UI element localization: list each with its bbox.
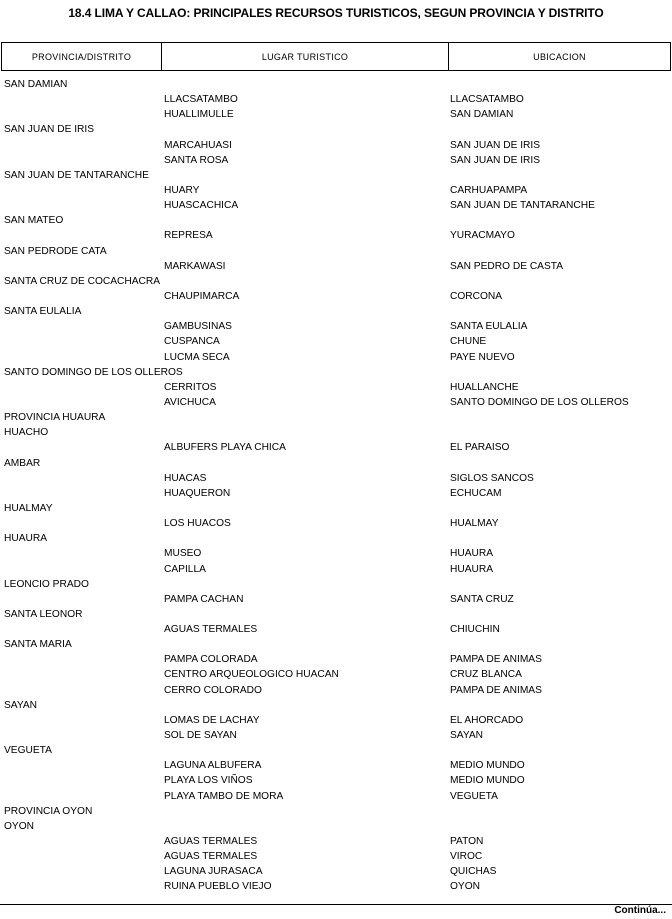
- table-row: [0, 773, 672, 788]
- cell-ubicacion: MEDIO MUNDO: [450, 760, 525, 772]
- cell-ubicacion: ECHUCAM: [450, 487, 502, 499]
- table-row: [0, 365, 672, 380]
- table-row: [0, 728, 672, 743]
- cell-provincia-distrito: HUALMAY: [4, 502, 53, 514]
- cell-ubicacion: SANTO DOMINGO DE LOS OLLEROS: [450, 396, 629, 408]
- cell-lugar-turistico: MUSEO: [164, 548, 202, 560]
- cell-lugar-turistico: AGUAS TERMALES: [164, 851, 258, 863]
- table-row: [0, 92, 672, 107]
- table-row: [0, 289, 672, 304]
- table-body: [0, 77, 672, 895]
- table-row: [0, 107, 672, 122]
- cell-provincia-distrito: VEGUETA: [4, 745, 52, 757]
- cell-lugar-turistico: LAGUNA ALBUFERA: [164, 760, 262, 772]
- table-row: [0, 486, 672, 501]
- cell-lugar-turistico: GAMBUSINAS: [164, 321, 232, 333]
- table-row: [0, 849, 672, 864]
- bottom-rule: [0, 904, 672, 905]
- table-row: [0, 819, 672, 834]
- cell-ubicacion: SAYAN: [450, 730, 484, 742]
- table-row: [0, 667, 672, 682]
- cell-ubicacion: HUALMAY: [450, 518, 499, 530]
- table-row: [0, 622, 672, 637]
- cell-provincia-distrito: HUACHO: [4, 427, 49, 439]
- table-row: [0, 425, 672, 440]
- cell-lugar-turistico: MARKAWASI: [164, 260, 226, 272]
- cell-ubicacion: HUALLANCHE: [450, 381, 519, 393]
- table-row: [0, 758, 672, 773]
- cell-provincia-distrito: SANTA EULALIA: [4, 306, 82, 318]
- cell-ubicacion: PATON: [450, 836, 484, 848]
- table-row: [0, 516, 672, 531]
- table-row: [0, 304, 672, 319]
- cell-lugar-turistico: CERRO COLORADO: [164, 684, 262, 696]
- cell-provincia-distrito: SAN JUAN DE IRIS: [4, 124, 95, 136]
- table-row: [0, 789, 672, 804]
- cell-provincia-distrito: PROVINCIA OYON: [4, 805, 93, 817]
- cell-provincia-distrito: SANTA MARIA: [4, 639, 72, 651]
- table-row: [0, 440, 672, 455]
- cell-ubicacion: SAN PEDRO DE CASTA: [450, 260, 564, 272]
- table-row: [0, 122, 672, 137]
- cell-provincia-distrito: SAN JUAN DE TANTARANCHE: [4, 169, 149, 181]
- cell-ubicacion: HUAURA: [450, 563, 494, 575]
- cell-provincia-distrito: SANTA LEONOR: [4, 608, 83, 620]
- table-row: [0, 804, 672, 819]
- cell-ubicacion: SANTA EULALIA: [450, 321, 528, 333]
- cell-lugar-turistico: PAMPA COLORADA: [164, 654, 258, 666]
- table-row: [0, 228, 672, 243]
- cell-ubicacion: YURACMAYO: [450, 230, 515, 242]
- cell-lugar-turistico: CHAUPIMARCA: [164, 290, 240, 302]
- cell-lugar-turistico: MARCAHUASI: [164, 139, 232, 151]
- cell-ubicacion: SAN DAMIAN: [450, 109, 514, 121]
- cell-lugar-turistico: AGUAS TERMALES: [164, 836, 258, 848]
- table-row: [0, 698, 672, 713]
- cell-ubicacion: OYON: [450, 881, 481, 893]
- cell-lugar-turistico: HUAQUERON: [164, 487, 231, 499]
- cell-lugar-turistico: PLAYA LOS VIÑOS: [164, 775, 253, 787]
- table-row: [0, 607, 672, 622]
- cell-lugar-turistico: CUSPANCA: [164, 336, 220, 348]
- cell-lugar-turistico: SOL DE SAYAN: [164, 730, 237, 742]
- cell-ubicacion: SAN JUAN DE TANTARANCHE: [450, 200, 595, 212]
- cell-ubicacion: SAN JUAN DE IRIS: [450, 154, 541, 166]
- cell-ubicacion: PAMPA DE ANIMAS: [450, 654, 542, 666]
- table-row: [0, 743, 672, 758]
- table-header: [1, 42, 671, 71]
- table-row: [0, 652, 672, 667]
- cell-lugar-turistico: PLAYA TAMBO DE MORA: [164, 790, 284, 802]
- cell-ubicacion: PAYE NUEVO: [450, 351, 515, 363]
- table-row: [0, 577, 672, 592]
- column-header-provincia: PROVINCIA/DISTRITO: [2, 43, 162, 70]
- cell-ubicacion: VEGUETA: [450, 790, 498, 802]
- table-row: [0, 592, 672, 607]
- cell-ubicacion: EL PARAISO: [450, 442, 510, 454]
- cell-provincia-distrito: SANTO DOMINGO DE LOS OLLEROS: [4, 366, 183, 378]
- continues-note: Continúa...: [614, 905, 666, 916]
- cell-ubicacion: CORCONA: [450, 290, 503, 302]
- cell-lugar-turistico: AVICHUCA: [164, 396, 216, 408]
- table-row: [0, 77, 672, 92]
- cell-lugar-turistico: HUASCACHICA: [164, 200, 239, 212]
- table-row: [0, 138, 672, 153]
- table-row: [0, 683, 672, 698]
- table-row: [0, 380, 672, 395]
- table-row: [0, 259, 672, 274]
- cell-ubicacion: EL AHORCADO: [450, 714, 524, 726]
- cell-lugar-turistico: HUACAS: [164, 472, 207, 484]
- table-row: [0, 153, 672, 168]
- table-row: [0, 350, 672, 365]
- cell-ubicacion: CHUNE: [450, 336, 487, 348]
- column-header-ubicacion: UBICACION: [533, 51, 586, 62]
- cell-lugar-turistico: HUALLIMULLE: [164, 109, 234, 121]
- cell-lugar-turistico: REPRESA: [164, 230, 213, 242]
- page-title: 18.4 LIMA Y CALLAO: PRINCIPALES RECURSOS TURISTICOS, SEGUN PROVINCIA Y DISTRITO: [68, 6, 604, 20]
- table-row: [0, 319, 672, 334]
- table-row: [0, 244, 672, 259]
- table-row: [0, 713, 672, 728]
- table-row: [0, 546, 672, 561]
- cell-provincia-distrito: SAN DAMIAN: [4, 79, 68, 90]
- cell-provincia-distrito: SAN PEDRODE CATA: [4, 245, 107, 257]
- table-row: [0, 834, 672, 849]
- cell-lugar-turistico: LUCMA SECA: [164, 351, 230, 363]
- table-row: [0, 456, 672, 471]
- cell-ubicacion: CARHUAPAMPA: [450, 184, 528, 196]
- cell-provincia-distrito: SAYAN: [4, 699, 38, 711]
- cell-ubicacion: SAN JUAN DE IRIS: [450, 139, 541, 151]
- table-row: [0, 198, 672, 213]
- cell-lugar-turistico: SANTA ROSA: [164, 154, 229, 166]
- cell-ubicacion: SANTA CRUZ: [450, 593, 514, 605]
- cell-provincia-distrito: LEONCIO PRADO: [4, 578, 89, 590]
- cell-ubicacion: PAMPA DE ANIMAS: [450, 684, 542, 696]
- cell-lugar-turistico: LAGUNA JURASACA: [164, 866, 263, 878]
- table-row: [0, 879, 672, 894]
- table-row: [0, 274, 672, 289]
- cell-ubicacion: VIROC: [450, 851, 483, 863]
- table-row: [0, 864, 672, 879]
- cell-lugar-turistico: CENTRO ARQUEOLOGICO HUACAN: [164, 669, 339, 681]
- cell-lugar-turistico: HUARY: [164, 184, 200, 196]
- cell-provincia-distrito: OYON: [4, 820, 35, 832]
- column-header-lugar: LUGAR TURISTICO: [162, 43, 449, 70]
- table-row: [0, 213, 672, 228]
- cell-ubicacion: CRUZ BLANCA: [450, 669, 522, 681]
- table-row: [0, 471, 672, 486]
- table-row: [0, 501, 672, 516]
- table-row: [0, 168, 672, 183]
- cell-lugar-turistico: AGUAS TERMALES: [164, 624, 258, 636]
- cell-lugar-turistico: RUINA PUEBLO VIEJO: [164, 881, 272, 893]
- table-row: [0, 183, 672, 198]
- cell-lugar-turistico: CERRITOS: [164, 381, 217, 393]
- cell-ubicacion: CHIUCHIN: [450, 624, 500, 636]
- cell-ubicacion: MEDIO MUNDO: [450, 775, 525, 787]
- cell-provincia-distrito: SAN MATEO: [4, 215, 64, 227]
- cell-lugar-turistico: LOMAS DE LACHAY: [164, 714, 260, 726]
- cell-provincia-distrito: HUAURA: [4, 533, 48, 545]
- cell-ubicacion: SIGLOS SANCOS: [450, 472, 534, 484]
- cell-provincia-distrito: AMBAR: [4, 457, 41, 469]
- table-row: [0, 562, 672, 577]
- cell-ubicacion: QUICHAS: [450, 866, 497, 878]
- table-row: [0, 637, 672, 652]
- cell-ubicacion: LLACSATAMBO: [450, 94, 524, 106]
- cell-ubicacion: HUAURA: [450, 548, 494, 560]
- cell-lugar-turistico: ALBUFERS PLAYA CHICA: [164, 442, 286, 454]
- cell-lugar-turistico: PAMPA CACHAN: [164, 593, 244, 605]
- table-row: [0, 395, 672, 410]
- table-row: [0, 410, 672, 425]
- table-row: [0, 531, 672, 546]
- cell-lugar-turistico: LLACSATAMBO: [164, 94, 238, 106]
- cell-provincia-distrito: SANTA CRUZ DE COCACHACRA: [4, 275, 161, 287]
- cell-lugar-turistico: CAPILLA: [164, 563, 206, 575]
- table-row: [0, 334, 672, 349]
- cell-lugar-turistico: LOS HUACOS: [164, 518, 231, 530]
- cell-provincia-distrito: PROVINCIA HUAURA: [4, 412, 106, 424]
